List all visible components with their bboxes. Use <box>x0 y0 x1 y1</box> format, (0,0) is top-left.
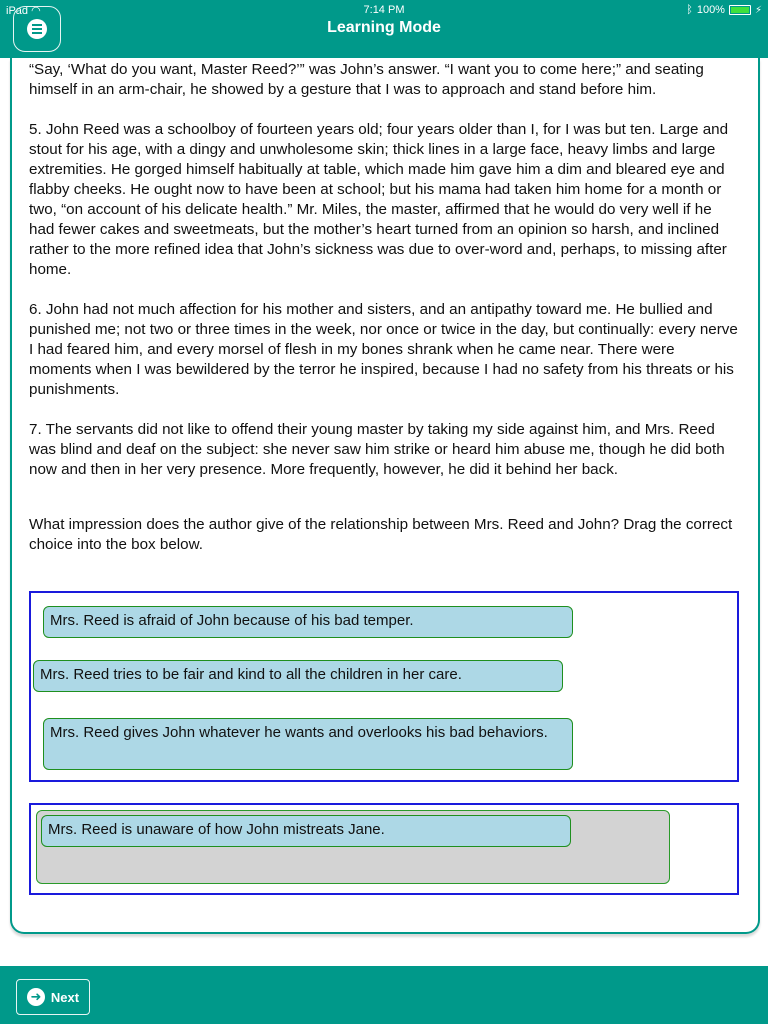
choice-chip[interactable] <box>33 660 563 692</box>
reading-passage <box>29 60 741 500</box>
status-time: 7:14 PM <box>363 4 405 16</box>
top-bar <box>0 0 768 58</box>
arrow-right-icon: ➜ <box>27 988 45 1006</box>
choice-chip[interactable] <box>43 606 573 638</box>
page-title: Learning Mode <box>327 19 441 36</box>
passage-paragraph: “Say, ‘What do you want, Master Reed?’” was John’s answer. “I want you to come here;” and seating himself in an arm-chair, he showed by a gesture that I was to approach and stand before him. <box>29 61 704 98</box>
choice-text: Mrs. Reed tries to be fair and kind to all the children in her care. <box>40 666 462 683</box>
charging-icon: ⚡ <box>754 4 762 16</box>
choice-chip[interactable] <box>43 718 573 770</box>
status-battery <box>686 4 762 16</box>
next-label: Next <box>50 989 80 1005</box>
next-button[interactable] <box>16 979 90 1015</box>
passage-paragraph: 5. John Reed was a schoolboy of fourteen years old; four years older than I, for I was but ten. Large and stout for his age, with a dingy and unwholesome skin; thick lines in a large face, heavy limbs and large extremities. He gorged himself habitually at table, which made him gave him a dim and bleared eye and flabby cheeks. He ought now to have been at school; but his mama had taken him home for a month or two, “on account of his delicate health.” Mr. Miles, the master, affirmed that he would do very well if he had fewer cakes and sweetmeats, but the mother’s heart turned from an opinion so harsh, and inclined rather to the more refined idea that John’s sickness was due to over-word and, perhaps, to missing after home. <box>29 121 729 278</box>
passage-paragraph: 7. The servants did not like to offend their young master by taking my side against him, and Mrs. Reed was blind and deaf on the subject: she never saw him strike or heard him abuse me, though he did both now and then in her very presence. More frequently, however, he did it behind her back. <box>29 421 725 478</box>
battery-icon <box>729 5 751 15</box>
dropped-choice-chip[interactable] <box>41 815 571 847</box>
device-label: iPad <box>6 5 29 17</box>
passage-paragraph: 6. John had not much affection for his mother and sisters, and an antipathy toward me. He bullied and punished me; not two or three times in the week, nor once or twice in the day, but continually: every nerve I had feared him, and every morsel of flesh in my bones shrank when he came near. There were moments when I was bewildered by the terror he inspired, because I had no safety from his threats or his punishments. <box>29 301 738 398</box>
question-prompt: What impression does the author give of the relationship between Mrs. Reed and John? Drag the correct choice into the box below. <box>29 516 733 553</box>
battery-percent: 100% <box>696 4 725 16</box>
bottom-bar <box>0 966 768 1024</box>
menu-button[interactable] <box>13 6 61 52</box>
hamburger-menu-icon <box>27 19 47 39</box>
choice-text: Mrs. Reed is afraid of John because of his bad temper. <box>50 612 414 629</box>
wifi-icon: ◠ <box>31 5 41 17</box>
bluetooth-icon: ᛒ <box>686 4 693 16</box>
choice-text: Mrs. Reed is unaware of how John mistreats Jane. <box>48 821 385 838</box>
choice-text: Mrs. Reed gives John whatever he wants and overlooks his bad behaviors. <box>50 724 548 741</box>
